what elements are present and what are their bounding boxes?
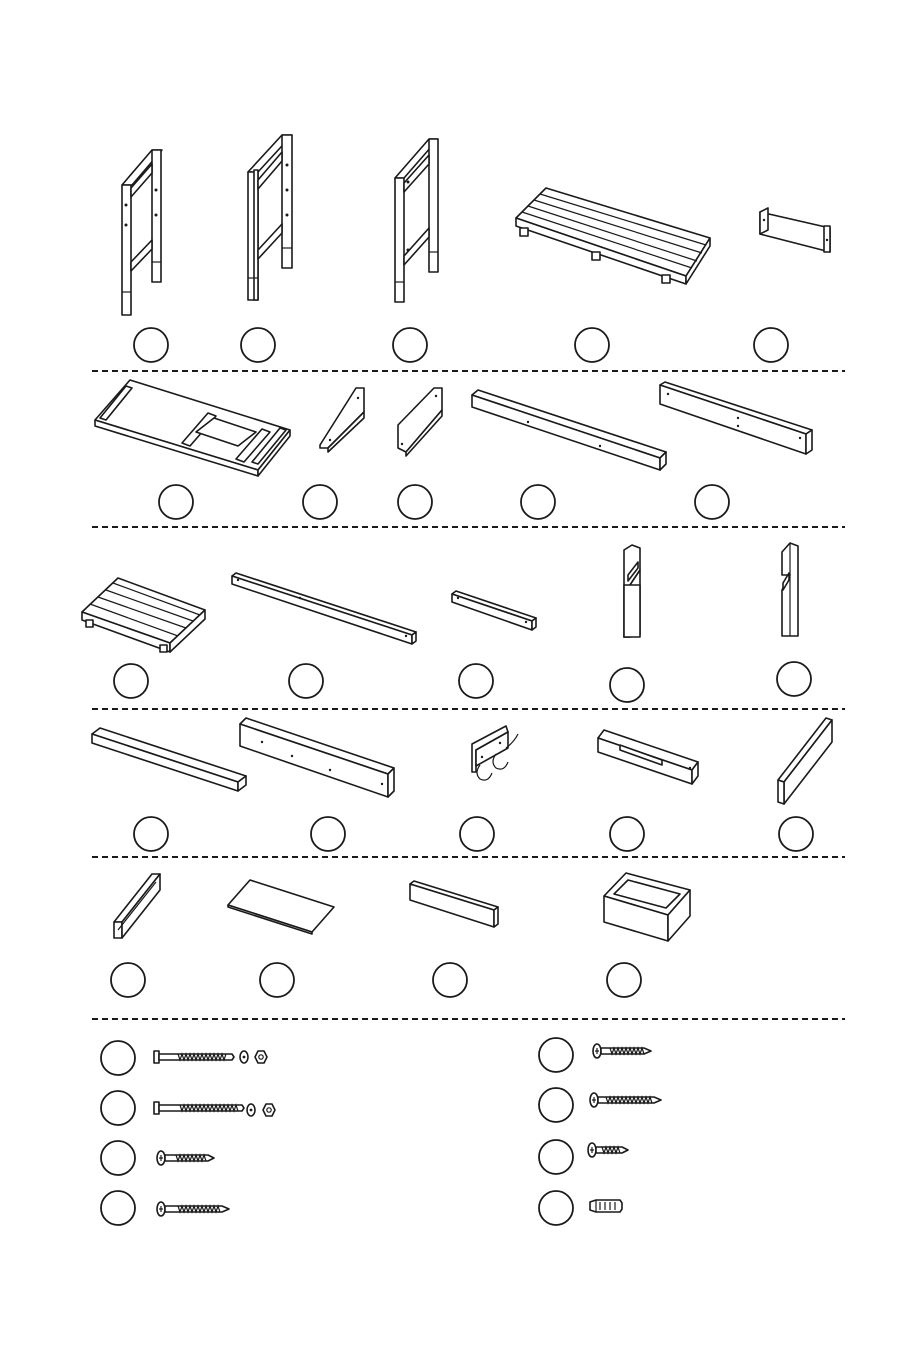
left-leg-frame-icon [122, 150, 162, 315]
part-label-circle [134, 328, 168, 362]
bottom-frame-with-opening-icon [95, 380, 290, 476]
hardware-label-circle [101, 1041, 135, 1075]
part-label-circle [607, 963, 641, 997]
long-wood-screw-icon [590, 1093, 661, 1107]
part-label-circle [114, 664, 148, 698]
part-label-circle [260, 963, 294, 997]
hardware-label-circle [539, 1038, 573, 1072]
long-rail-icon [472, 390, 666, 470]
slatted-top-shelf-icon [516, 188, 710, 284]
short-thin-rail-icon [452, 591, 536, 630]
hardware-label-circle [539, 1088, 573, 1122]
long-rail-with-holes-icon [660, 382, 812, 454]
part-label-circle [754, 328, 788, 362]
wall-plug-icon [590, 1200, 622, 1212]
drawer-back-panel-icon [410, 881, 498, 927]
small-back-panel-icon [760, 208, 830, 252]
middle-leg-frame-icon [248, 135, 292, 300]
shelf-board-icon [92, 728, 246, 791]
small-screw-icon [588, 1143, 628, 1157]
right-side-bracket-icon [398, 388, 442, 456]
hardware-label-circle [101, 1141, 135, 1175]
part-label-circle [111, 963, 145, 997]
back-board-with-holes-icon [240, 718, 394, 797]
part-label-circle [433, 963, 467, 997]
part-label-circle [610, 668, 644, 702]
drawer-front-with-handle-icon [598, 730, 698, 784]
hardware-label-circle [101, 1091, 135, 1125]
small-slatted-shelf-icon [82, 578, 205, 652]
left-side-bracket-icon [320, 388, 364, 452]
hardware-label-circle [539, 1191, 573, 1225]
right-upright-post-icon [782, 543, 798, 636]
side-board-icon [778, 718, 832, 804]
drawer-runner-icon [114, 874, 160, 938]
hardware-label-circle [539, 1140, 573, 1174]
short-wood-screw-icon [593, 1044, 651, 1058]
long-screw-icon [157, 1202, 229, 1216]
part-label-circle [159, 485, 193, 519]
part-label-circle [460, 817, 494, 851]
part-label-circle [289, 664, 323, 698]
part-label-circle [241, 328, 275, 362]
part-label-circle [777, 662, 811, 696]
part-label-circle [521, 485, 555, 519]
part-label-circle [610, 817, 644, 851]
part-label-circle [575, 328, 609, 362]
part-label-circle [779, 817, 813, 851]
part-label-circle [398, 485, 432, 519]
part-label-circle [134, 817, 168, 851]
part-label-circle [303, 485, 337, 519]
right-leg-frame-icon [395, 139, 438, 302]
medium-screw-icon [157, 1151, 214, 1165]
part-label-circle [695, 485, 729, 519]
longer-bolt-with-washer-and-nut-icon [154, 1102, 275, 1116]
part-label-circle [311, 817, 345, 851]
part-label-circle [459, 664, 493, 698]
sink-basin-icon [604, 873, 690, 941]
double-hook-icon [472, 726, 518, 780]
part-label-circle [393, 328, 427, 362]
hardware-label-circle [101, 1191, 135, 1225]
long-bolt-with-washer-and-nut-icon [154, 1051, 267, 1063]
drawer-bottom-panel-icon [228, 880, 334, 934]
long-thin-rail-icon [232, 573, 416, 644]
left-upright-post-icon [624, 545, 640, 637]
